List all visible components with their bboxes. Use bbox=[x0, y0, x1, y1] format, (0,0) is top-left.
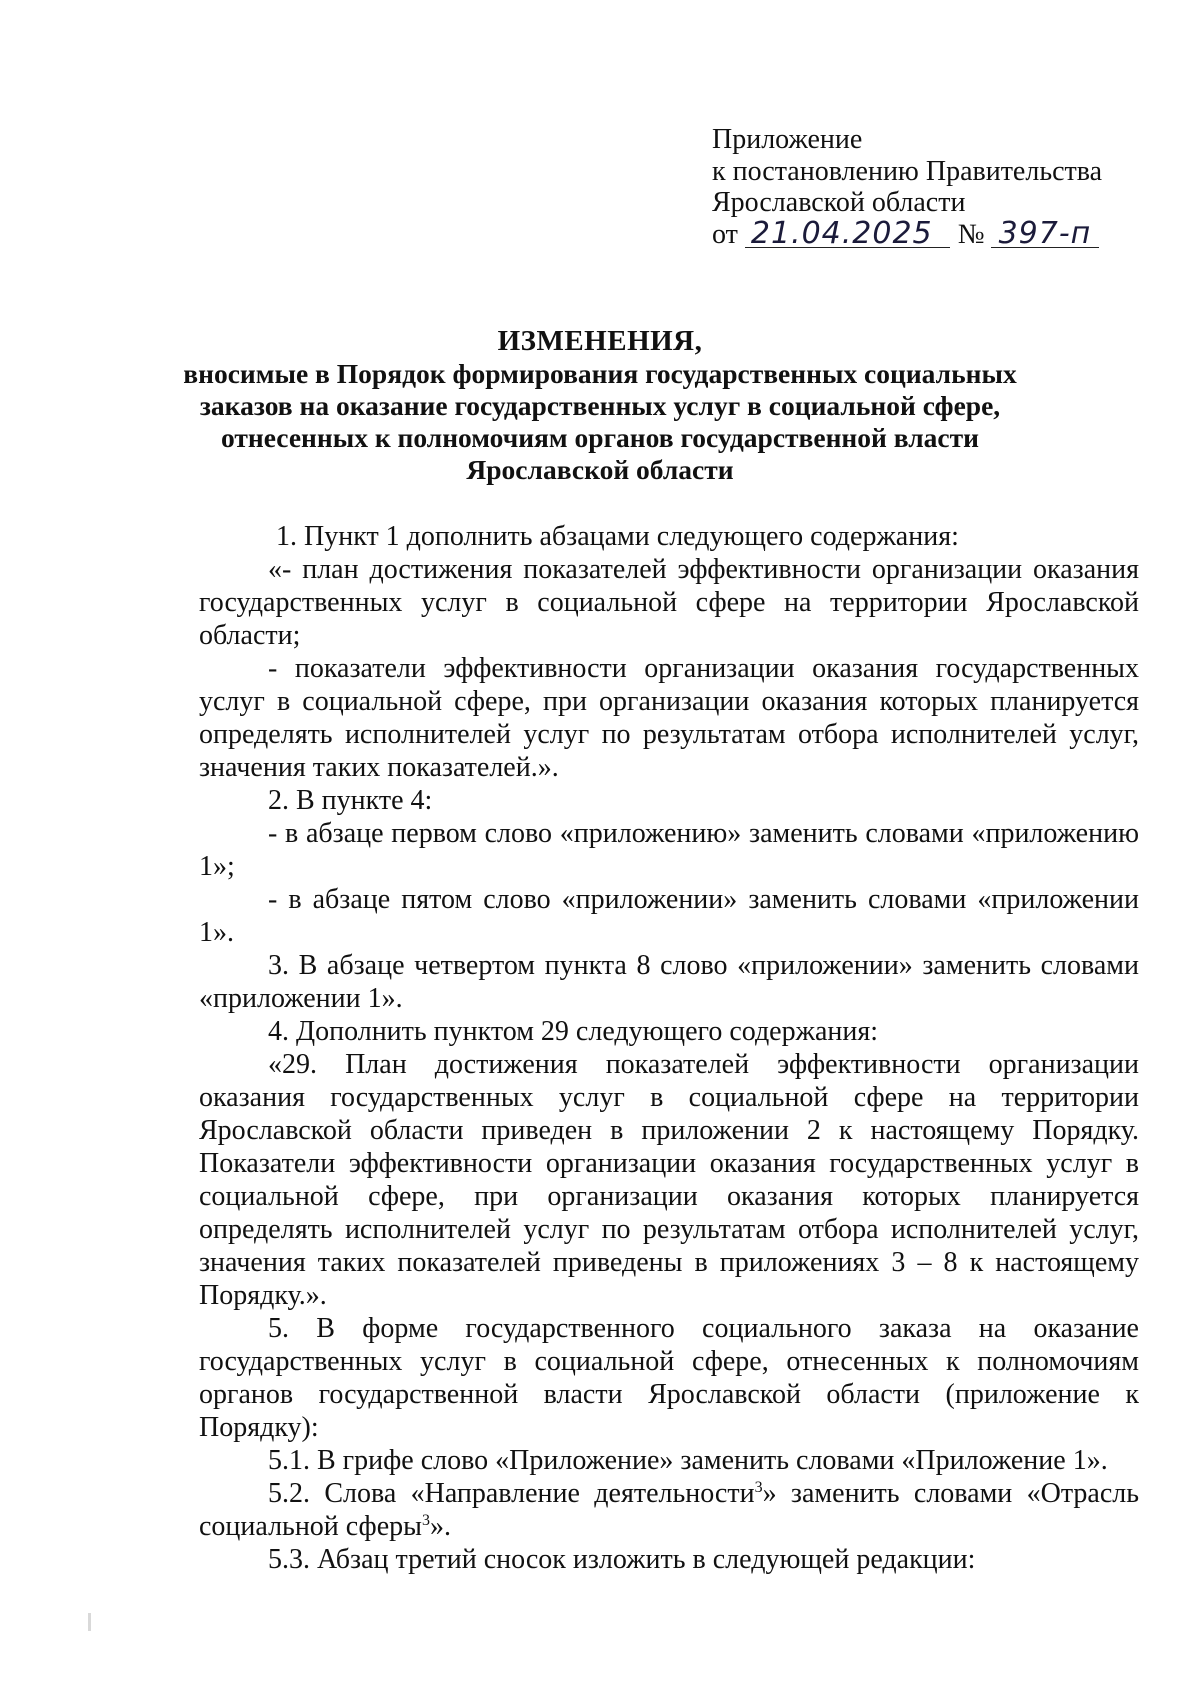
p12-text-a: 5.2. Слова «Направление деятельности bbox=[268, 1478, 755, 1509]
date-prefix: от bbox=[712, 218, 738, 250]
title-line-4: Ярославской области bbox=[466, 454, 734, 485]
appendix-resolution: к постановлению Правительства bbox=[712, 155, 1103, 187]
paragraph-4: 2. В пункте 4: bbox=[268, 785, 433, 816]
paragraph-11: 5.1. В грифе слово «Приложение» заменить словами «Приложение 1». bbox=[268, 1445, 1108, 1476]
title-line-2: заказов на оказание государственных услуг в социальной сфере, bbox=[199, 390, 1001, 421]
paragraph-1: 1. Пункт 1 дополнить абзацами следующего содержания: bbox=[276, 521, 959, 552]
document-body bbox=[199, 520, 1139, 1576]
paragraph-8: 4. Дополнить пунктом 29 следующего содержания: bbox=[268, 1016, 879, 1047]
paragraph-7: 3. В абзаце четвертом пункта 8 слово «приложении» заменить словами «приложении 1». bbox=[199, 950, 1139, 1014]
p12-text-c: ». bbox=[429, 1511, 451, 1542]
paragraph-6: - в абзаце пятом слово «приложении» заменить словами «приложении 1». bbox=[199, 884, 1139, 948]
scan-artifact bbox=[88, 1613, 91, 1631]
footnote-ref: 3 bbox=[754, 1479, 763, 1496]
appendix-stamp bbox=[712, 124, 1102, 250]
handwritten-number: 397-п bbox=[991, 221, 1099, 248]
footnote-ref: 3 bbox=[421, 1512, 430, 1529]
appendix-region: Ярославской области bbox=[712, 187, 966, 218]
p12-text-b: » заменить словами «Отрасль социальной сферы bbox=[199, 1478, 1140, 1542]
handwritten-date: 21.04.2025 bbox=[745, 221, 950, 248]
title-main: ИЗМЕНЕНИЯ, bbox=[497, 325, 703, 357]
number-sign: № bbox=[957, 218, 985, 250]
paragraph-10: 5. В форме государственного социального заказа на оказание государственных услуг в социальной сфере, отнесенных к полномочиям органов государственной власти Ярославской области (приложение к Порядку): bbox=[199, 1313, 1139, 1443]
appendix-date-number-line bbox=[712, 215, 1102, 251]
title-line-1: вносимые в Порядок формирования государственных социальных bbox=[183, 358, 1017, 389]
paragraph-2: «- план достижения показателей эффективности организации оказания государственных услуг в социальной сфере на территории Ярославской области; bbox=[199, 554, 1139, 651]
title-line-3: отнесенных к полномочиям органов государственной власти bbox=[221, 422, 979, 453]
paragraph-3: - показатели эффективности организации оказания государственных услуг в социальной сфере, при организации оказания которых планируется определять исполнителей услуг по результатам отбора исполнителей услуг, значения таких показателей.». bbox=[199, 653, 1139, 783]
paragraph-9: «29. План достижения показателей эффективности организации оказания государственных услуг в социальной сфере на территории Ярославской области приведен в приложении 2 к настоящему Порядку. Показатели эффективности организации оказания государственных услуг в социальной сфере, при организации оказания которых планируется определять исполнителей услуг по результатам отбора исполнителей услуг, значения таких показателей приведены в приложениях 3 – 8 к настоящему Порядку.». bbox=[199, 1049, 1139, 1311]
document-title bbox=[150, 325, 1050, 486]
paragraph-5: - в абзаце первом слово «приложению» заменить словами «приложению 1»; bbox=[199, 818, 1139, 882]
appendix-label: Приложение bbox=[712, 124, 863, 155]
paragraph-12 bbox=[199, 1477, 1139, 1543]
paragraph-13: 5.3. Абзац третий сносок изложить в следующей редакции: bbox=[268, 1544, 976, 1575]
